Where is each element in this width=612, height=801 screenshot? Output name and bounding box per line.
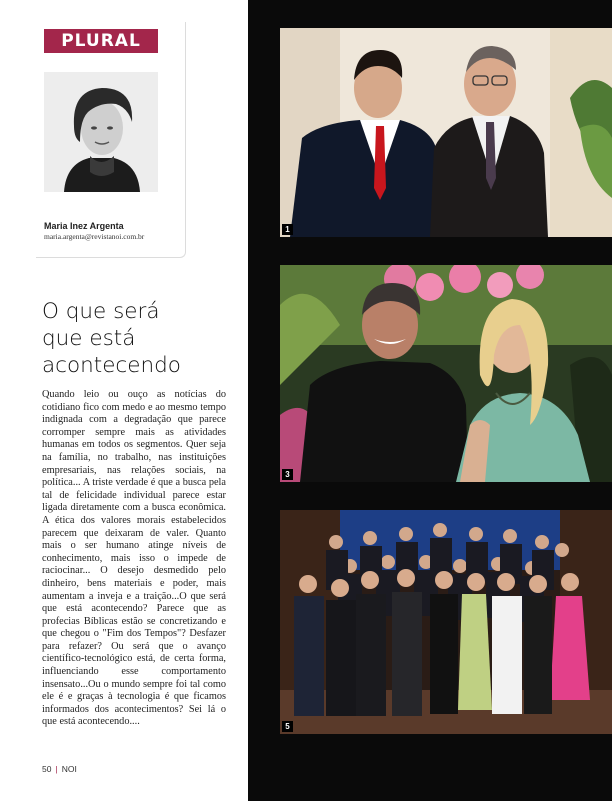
- photo-number: 3: [282, 469, 293, 480]
- event-photo-1: [280, 28, 612, 237]
- author-portrait: [44, 72, 158, 192]
- author-card: [36, 22, 186, 258]
- headline-line: que está: [42, 326, 136, 351]
- article-headline: [42, 298, 242, 379]
- folio-separator: |: [55, 764, 58, 774]
- photo-number: 5: [282, 721, 293, 732]
- author-email: maria.argenta@revistanoi.com.br: [44, 232, 145, 241]
- page-folio: [42, 764, 77, 774]
- photo-number: 1: [282, 224, 293, 235]
- section-badge: PLURAL: [44, 29, 158, 53]
- event-photo-3: [280, 265, 612, 482]
- headline-line: O que será: [42, 299, 160, 324]
- page-number: 50: [42, 764, 52, 774]
- headline-line: acontecendo: [42, 353, 181, 378]
- author-name: Maria Inez Argenta: [44, 221, 124, 231]
- event-photo-5: [280, 510, 612, 734]
- article-column: [0, 0, 248, 801]
- magazine-name: NOI: [61, 764, 77, 774]
- article-body: Quando leio ou ouço as notícias do cotidiano fico com medo e ao mesmo tempo indignada com a degradação que parece corromper sempre mais as atividades humanas em todos os segmentos. Quer seja na família, no trabalho, nas instituições empresariais, nas relações sociais, na política... A triste verdade é que a busca pela tal de felicidade individual parece estar ligada diretamente com a busca econômica. A ética dos valores morais estabelecidos parecem que deixaram de valer. Quanto mais o ser humano atinge níveis de conhecimento, mais isso o impede de raciocinar... O desejo desmedido pelo dinheiro, bens materiais e poder, mais aumentam a inveja e a traição...O que será que está acontecendo? Parece que as profecias Bíblicas estão se concretizando e que chegou o "Fim dos Tempos"? Desfazer para refazer? Ou será que o avanço científico-tecnológico está, de certa forma, influenciando esse comportamento insensato...Ou o mundo sempre foi tal como ele é e graças à tecnologia é que ficamos informados dos acontecimentos? Sei lá o que está acontecendo....: [42, 389, 226, 728]
